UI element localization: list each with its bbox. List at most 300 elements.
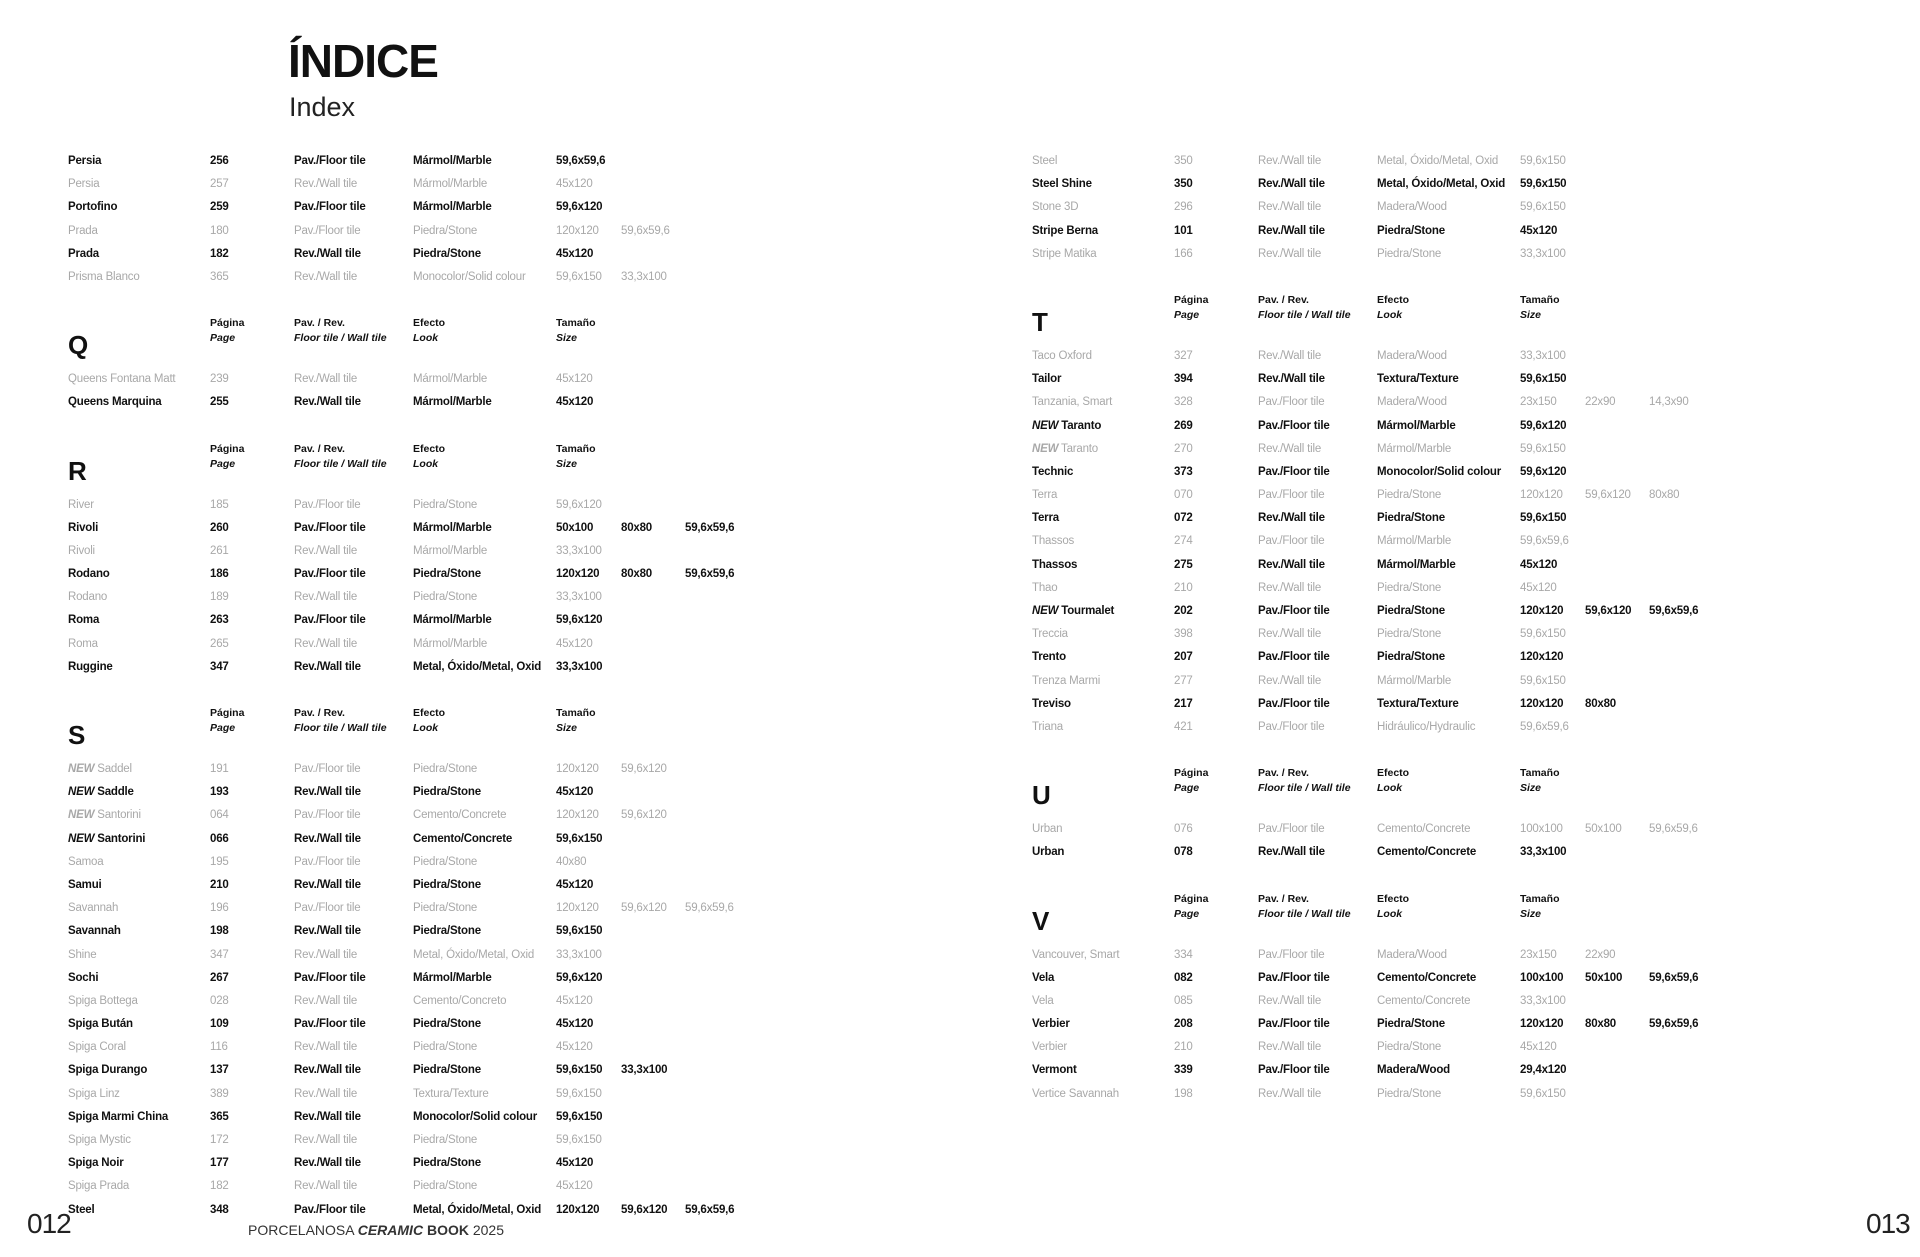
look-header-es: Efecto bbox=[1377, 892, 1410, 905]
look-header-en: Look bbox=[413, 457, 439, 470]
entry-name bbox=[1032, 818, 1062, 841]
size-header bbox=[556, 706, 595, 736]
entry-size: 59,6x150 bbox=[556, 832, 603, 845]
look-header-en: Look bbox=[1377, 782, 1403, 795]
size-header-en: Size bbox=[1520, 907, 1542, 920]
entry-size: 45x120 bbox=[556, 178, 593, 191]
entry-size: 59,6x150 bbox=[1520, 201, 1566, 214]
entry-name-text: Prisma Blanco bbox=[68, 270, 140, 283]
entry-size: 59,6x59,6 bbox=[1649, 605, 1699, 617]
index-entry bbox=[68, 173, 828, 196]
page-header-en: Page bbox=[1174, 308, 1200, 321]
entry-name-text: Samui bbox=[68, 878, 102, 891]
section-header-r bbox=[68, 438, 828, 494]
entry-size: 59,6x150 bbox=[556, 1064, 603, 1077]
look-header bbox=[413, 316, 445, 346]
entry-name-text: Steel Shine bbox=[1032, 178, 1092, 191]
entry-page: 373 bbox=[1174, 465, 1193, 478]
entry-size: 45x120 bbox=[556, 786, 594, 799]
entry-type: Rev./Wall tile bbox=[1258, 846, 1325, 859]
entry-type: Pav./Floor tile bbox=[294, 809, 361, 822]
entry-look: Piedra/Stone bbox=[1377, 224, 1445, 237]
entry-page: 334 bbox=[1174, 948, 1193, 961]
entry-page: 191 bbox=[210, 763, 229, 775]
entry-name-text: Vermont bbox=[1032, 1064, 1077, 1077]
entry-type: Pav./Floor tile bbox=[294, 1018, 366, 1031]
entry-size: 45x120 bbox=[1520, 224, 1558, 237]
entry-size: 59,6x59,6 bbox=[685, 902, 734, 915]
entry-size: 59,6x120 bbox=[621, 1203, 668, 1216]
entry-type: Rev./Wall tile bbox=[294, 637, 358, 650]
index-entry bbox=[68, 1059, 828, 1082]
entry-look: Hidráulico/Hydraulic bbox=[1377, 720, 1476, 733]
entry-page: 078 bbox=[1174, 846, 1193, 859]
entry-name-text: Persia bbox=[68, 155, 102, 167]
entry-size: 80x80 bbox=[621, 521, 652, 534]
entry-page: 327 bbox=[1174, 349, 1193, 362]
type-header-es: Pav. / Rev. bbox=[1258, 892, 1309, 905]
entry-name bbox=[68, 150, 101, 173]
index-entry bbox=[1032, 1083, 1792, 1106]
entry-name bbox=[68, 540, 95, 563]
entry-size: 33,3x100 bbox=[1520, 349, 1566, 362]
entry-name bbox=[1032, 507, 1059, 530]
entry-size: 23x150 bbox=[1520, 396, 1557, 409]
entry-name-text: Rivoli bbox=[68, 544, 95, 557]
entry-name bbox=[68, 1129, 131, 1152]
entry-page: 365 bbox=[210, 1110, 229, 1123]
entry-name-text: Saddle bbox=[97, 786, 134, 799]
page-header-es: Página bbox=[210, 317, 245, 330]
entry-size: 59,6x150 bbox=[1520, 674, 1566, 687]
entry-size: 33,3x100 bbox=[621, 1064, 668, 1077]
index-entry bbox=[68, 656, 828, 679]
index-entry bbox=[1032, 944, 1792, 967]
entry-look: Mármol/Marble bbox=[413, 971, 492, 984]
entry-look: Piedra/Stone bbox=[1377, 512, 1445, 525]
entry-size: 59,6x120 bbox=[1520, 465, 1567, 478]
entry-page: 195 bbox=[210, 855, 229, 868]
entry-look: Madera/Wood bbox=[1377, 349, 1447, 362]
entry-type: Pav./Floor tile bbox=[1258, 948, 1325, 961]
entry-size: 80x80 bbox=[621, 568, 652, 581]
entry-name-text: Technic bbox=[1032, 465, 1074, 478]
entry-look: Mármol/Marble bbox=[413, 521, 492, 534]
entry-type: Rev./Wall tile bbox=[1258, 155, 1322, 167]
size-header-en: Size bbox=[556, 722, 578, 734]
entry-name bbox=[1032, 196, 1078, 219]
entry-name-text: Rodano bbox=[68, 591, 108, 604]
entry-page: 116 bbox=[210, 1041, 228, 1054]
index-entry bbox=[68, 1013, 828, 1036]
entry-name bbox=[68, 920, 121, 943]
entry-name bbox=[1032, 484, 1057, 507]
section-header-q bbox=[68, 312, 828, 368]
entry-name-text: Saddel bbox=[97, 763, 132, 775]
size-header bbox=[556, 316, 595, 346]
entry-name bbox=[68, 633, 98, 656]
index-entry bbox=[1032, 600, 1792, 623]
look-header-es: Efecto bbox=[413, 317, 446, 330]
entry-look: Piedra/Stone bbox=[1377, 605, 1445, 617]
entry-size: 120x120 bbox=[556, 809, 599, 822]
entry-look: Piedra/Stone bbox=[1377, 628, 1442, 641]
index-entry bbox=[1032, 507, 1792, 530]
entry-page: 259 bbox=[210, 201, 229, 214]
entry-name-text: Spiga Durango bbox=[68, 1064, 148, 1077]
entry-look: Cemento/Concrete bbox=[1377, 823, 1471, 836]
entry-page: 137 bbox=[210, 1064, 229, 1077]
entry-size: 59,6x150 bbox=[556, 1087, 602, 1100]
section-letter: R bbox=[68, 455, 87, 486]
type-header bbox=[294, 442, 387, 472]
page-header-en: Page bbox=[210, 457, 236, 470]
type-header-en: Floor tile / Wall tile bbox=[1258, 782, 1351, 795]
index-entry bbox=[68, 1036, 828, 1059]
entry-name bbox=[68, 196, 117, 219]
entry-name bbox=[68, 1199, 95, 1222]
entry-name bbox=[68, 874, 102, 897]
page-header-en: Page bbox=[210, 722, 236, 734]
entry-type: Pav./Floor tile bbox=[294, 902, 361, 915]
entry-name-text: Roma bbox=[68, 614, 100, 627]
entry-size: 120x120 bbox=[556, 568, 600, 581]
entry-name-text: Taranto bbox=[1061, 442, 1098, 455]
entry-name bbox=[68, 967, 98, 990]
entry-name-text: Queens Marquina bbox=[68, 396, 162, 409]
entry-type: Rev./Wall tile bbox=[294, 994, 358, 1007]
entry-name-text: Savannah bbox=[68, 902, 119, 915]
entry-look: Piedra/Stone bbox=[413, 925, 481, 938]
entry-look: Metal, Óxido/Metal, Oxid bbox=[413, 948, 535, 961]
entry-name-text: Urban bbox=[1032, 846, 1065, 859]
entry-type: Pav./Floor tile bbox=[1258, 396, 1325, 409]
entry-type: Rev./Wall tile bbox=[294, 878, 361, 891]
entry-name bbox=[1032, 391, 1112, 414]
entry-type: Pav./Floor tile bbox=[1258, 1018, 1330, 1031]
page-header-en: Page bbox=[1174, 907, 1200, 920]
entry-size: 59,6x150 bbox=[1520, 512, 1567, 525]
entry-name bbox=[1032, 438, 1098, 461]
section-header-v bbox=[1032, 888, 1792, 944]
entry-name bbox=[1032, 577, 1057, 600]
new-badge: NEW bbox=[68, 832, 95, 845]
entry-size: 59,6x120 bbox=[556, 201, 603, 214]
entry-name-text: Queens Fontana Matt bbox=[68, 373, 176, 386]
section-header-s bbox=[68, 702, 828, 758]
entry-page: 207 bbox=[1174, 651, 1193, 664]
entry-size: 59,6x120 bbox=[556, 614, 603, 627]
entry-name-text: Prada bbox=[68, 247, 99, 260]
type-header-en: Floor tile / Wall tile bbox=[294, 722, 387, 734]
entry-page: 257 bbox=[210, 178, 229, 191]
entry-name bbox=[68, 781, 134, 804]
entry-size: 23x150 bbox=[1520, 948, 1557, 961]
entry-size: 59,6x59,6 bbox=[1520, 535, 1569, 548]
entry-look: Mármol/Marble bbox=[1377, 674, 1452, 687]
index-entry bbox=[1032, 967, 1792, 990]
entry-name bbox=[68, 220, 98, 243]
index-entry bbox=[68, 874, 828, 897]
entry-size: 59,6x59,6 bbox=[685, 1203, 735, 1216]
entry-size: 59,6x150 bbox=[1520, 373, 1567, 386]
entry-name-text: Santorini bbox=[97, 809, 141, 822]
entry-size: 59,6x150 bbox=[1520, 155, 1566, 167]
entry-look: Piedra/Stone bbox=[413, 247, 481, 260]
entry-size: 50x100 bbox=[1585, 823, 1622, 836]
entry-name bbox=[1032, 1013, 1070, 1036]
entry-size: 59,6x150 bbox=[1520, 1087, 1566, 1100]
entry-size: 33,3x100 bbox=[1520, 994, 1566, 1007]
entry-name-text: Vela bbox=[1032, 971, 1055, 984]
entry-size: 45x120 bbox=[556, 637, 593, 650]
entry-look: Mármol/Marble bbox=[1377, 535, 1452, 548]
type-header bbox=[1258, 892, 1351, 922]
entry-size: 59,6x59,6 bbox=[1649, 971, 1699, 984]
entry-type: Rev./Wall tile bbox=[294, 1087, 358, 1100]
entry-type: Rev./Wall tile bbox=[294, 270, 358, 283]
entry-page: 072 bbox=[1174, 512, 1193, 525]
entry-size: 33,3x100 bbox=[556, 544, 602, 557]
entry-size: 14,3x90 bbox=[1649, 396, 1689, 409]
index-entry bbox=[68, 758, 828, 781]
entry-page: 347 bbox=[210, 660, 229, 673]
index-entry bbox=[1032, 438, 1792, 461]
entry-look: Mármol/Marble bbox=[413, 544, 488, 557]
entry-name-text: Trenza Marmi bbox=[1032, 674, 1101, 687]
entry-type: Pav./Floor tile bbox=[1258, 823, 1325, 836]
entry-page: 260 bbox=[210, 521, 229, 534]
entry-type: Rev./Wall tile bbox=[1258, 512, 1325, 525]
entry-name-text: Stone 3D bbox=[1032, 201, 1079, 214]
entry-size: 45x120 bbox=[556, 1018, 594, 1031]
entry-look: Piedra/Stone bbox=[413, 498, 478, 511]
section-letter: U bbox=[1032, 780, 1051, 811]
size-header-es: Tamaño bbox=[1520, 767, 1560, 780]
entry-name-text: Urban bbox=[1032, 823, 1063, 836]
entry-look: Mármol/Marble bbox=[1377, 419, 1456, 432]
size-header-es: Tamaño bbox=[1520, 892, 1560, 905]
entry-size: 59,6x59,6 bbox=[1520, 720, 1569, 733]
entry-type: Rev./Wall tile bbox=[294, 786, 361, 799]
entry-page: 239 bbox=[210, 373, 229, 386]
entry-type: Rev./Wall tile bbox=[294, 591, 358, 604]
entry-size: 120x120 bbox=[556, 224, 599, 237]
index-entry bbox=[1032, 243, 1792, 266]
index-entry bbox=[1032, 841, 1792, 864]
entry-look: Cemento/Concrete bbox=[1377, 994, 1471, 1007]
entry-name-text: Terra bbox=[1032, 512, 1059, 525]
index-entry bbox=[1032, 196, 1792, 219]
index-entry bbox=[1032, 577, 1792, 600]
entry-type: Rev./Wall tile bbox=[1258, 994, 1322, 1007]
entry-size: 33,3x100 bbox=[556, 660, 603, 673]
look-header bbox=[1377, 892, 1409, 922]
entry-type: Pav./Floor tile bbox=[294, 1203, 366, 1216]
entry-size: 120x120 bbox=[1520, 605, 1564, 617]
index-entry bbox=[68, 781, 828, 804]
type-header bbox=[294, 706, 387, 736]
entry-name bbox=[68, 494, 94, 517]
entry-name bbox=[68, 1036, 126, 1059]
entry-type: Rev./Wall tile bbox=[1258, 349, 1322, 362]
entry-size: 45x120 bbox=[556, 396, 594, 409]
index-entry bbox=[68, 220, 828, 243]
entry-size: 45x120 bbox=[1520, 1041, 1557, 1054]
index-entry bbox=[68, 1129, 828, 1152]
entry-name-text: Thassos bbox=[1032, 558, 1078, 571]
entry-type: Rev./Wall tile bbox=[1258, 558, 1325, 571]
entry-look: Mármol/Marble bbox=[413, 637, 488, 650]
entry-name-text: Spiga Coral bbox=[68, 1041, 126, 1054]
entry-name-text: Spiga Linz bbox=[68, 1087, 120, 1100]
look-header bbox=[413, 706, 445, 736]
entry-page: 182 bbox=[210, 1180, 229, 1193]
entry-name bbox=[68, 391, 162, 414]
size-header bbox=[1520, 766, 1559, 796]
entry-name bbox=[1032, 1083, 1119, 1106]
type-header-es: Pav. / Rev. bbox=[294, 442, 345, 455]
index-entry bbox=[1032, 345, 1792, 368]
entry-look: Textura/Texture bbox=[1377, 697, 1459, 710]
entry-look: Metal, Óxido/Metal, Oxid bbox=[1377, 178, 1506, 191]
entry-type: Pav./Floor tile bbox=[1258, 465, 1330, 478]
index-entry bbox=[68, 391, 828, 414]
entry-size: 120x120 bbox=[1520, 489, 1563, 502]
entry-name-text: Tanzania, Smart bbox=[1032, 396, 1113, 409]
entry-name bbox=[68, 656, 113, 679]
index-entry bbox=[1032, 554, 1792, 577]
footer-brand bbox=[248, 1222, 504, 1238]
page-header bbox=[210, 442, 244, 472]
entry-type: Pav./Floor tile bbox=[294, 155, 366, 167]
entry-name bbox=[1032, 693, 1071, 716]
look-header bbox=[1377, 293, 1409, 323]
index-entry bbox=[68, 920, 828, 943]
entry-look: Mármol/Marble bbox=[1377, 558, 1456, 571]
entry-name bbox=[68, 990, 138, 1013]
entry-look: Cemento/Concreto bbox=[413, 994, 507, 1007]
entry-page: 186 bbox=[210, 568, 229, 581]
page-header-es: Página bbox=[1174, 293, 1209, 306]
entry-page: 217 bbox=[1174, 697, 1193, 710]
type-header-en: Floor tile / Wall tile bbox=[294, 332, 387, 345]
entry-name bbox=[1032, 345, 1092, 368]
entry-name bbox=[68, 851, 103, 874]
page-header-en: Page bbox=[1174, 782, 1200, 795]
entry-name-text: Vertice Savannah bbox=[1032, 1087, 1119, 1100]
entry-name bbox=[1032, 243, 1097, 266]
entry-name-text: Prada bbox=[68, 224, 98, 237]
entry-size: 120x120 bbox=[1520, 651, 1564, 664]
entry-page: 210 bbox=[1174, 581, 1193, 594]
entry-name bbox=[68, 517, 98, 540]
new-badge: NEW bbox=[68, 809, 95, 822]
index-entry bbox=[68, 1083, 828, 1106]
entry-type: Pav./Floor tile bbox=[1258, 697, 1330, 710]
entry-name bbox=[68, 368, 175, 391]
entry-look: Mármol/Marble bbox=[413, 614, 492, 627]
index-entry bbox=[68, 828, 828, 851]
size-header-en: Size bbox=[556, 332, 578, 345]
entry-name-text: Vancouver, Smart bbox=[1032, 948, 1120, 961]
entry-name bbox=[68, 1013, 133, 1036]
size-header bbox=[1520, 293, 1559, 323]
entry-size: 59,6x120 bbox=[621, 902, 667, 915]
entry-type: Rev./Wall tile bbox=[294, 1110, 361, 1123]
entry-type: Rev./Wall tile bbox=[294, 1064, 361, 1077]
entry-look: Mármol/Marble bbox=[1377, 442, 1452, 455]
entry-page: 394 bbox=[1174, 373, 1193, 386]
entry-look: Monocolor/Solid colour bbox=[1377, 465, 1502, 478]
entry-look: Piedra/Stone bbox=[1377, 489, 1442, 502]
entry-name bbox=[68, 1083, 120, 1106]
section-letter: Q bbox=[68, 330, 89, 361]
entry-type: Pav./Floor tile bbox=[294, 971, 366, 984]
page-header-en: Page bbox=[210, 332, 236, 345]
entry-name-text: Vela bbox=[1032, 994, 1054, 1007]
entry-type: Rev./Wall tile bbox=[294, 373, 358, 386]
entry-name bbox=[1032, 1059, 1077, 1082]
index-entry bbox=[1032, 530, 1792, 553]
type-header-en: Floor tile / Wall tile bbox=[1258, 308, 1351, 321]
index-entry bbox=[68, 196, 828, 219]
entry-name-text: Spiga Bután bbox=[68, 1018, 133, 1031]
entry-page: 255 bbox=[210, 396, 229, 409]
entry-size: 80x80 bbox=[1585, 697, 1616, 710]
entry-page: 296 bbox=[1174, 201, 1193, 214]
entry-name-text: Spiga Marmi China bbox=[68, 1110, 169, 1123]
entry-name bbox=[68, 1175, 129, 1198]
entry-name bbox=[1032, 1036, 1067, 1059]
index-entry bbox=[68, 897, 828, 920]
entry-type: Rev./Wall tile bbox=[1258, 373, 1325, 386]
entry-type: Pav./Floor tile bbox=[294, 855, 361, 868]
entry-page: 064 bbox=[210, 809, 229, 822]
entry-size: 59,6x150 bbox=[1520, 178, 1567, 191]
index-entry bbox=[1032, 461, 1792, 484]
entry-name bbox=[68, 173, 99, 196]
size-header bbox=[1520, 892, 1559, 922]
section-letter: T bbox=[1032, 306, 1048, 337]
section-letter: V bbox=[1032, 905, 1050, 936]
entry-type: Pav./Floor tile bbox=[294, 614, 366, 627]
entry-page: 085 bbox=[1174, 994, 1193, 1007]
entry-name-text: Steel bbox=[68, 1203, 95, 1216]
entry-look: Mármol/Marble bbox=[413, 396, 492, 409]
entry-look: Mármol/Marble bbox=[413, 373, 488, 386]
index-entry bbox=[68, 586, 828, 609]
entry-page: 070 bbox=[1174, 489, 1193, 502]
index-entry bbox=[1032, 623, 1792, 646]
entry-look: Cemento/Concrete bbox=[1377, 846, 1477, 859]
entry-page: 328 bbox=[1174, 396, 1193, 409]
entry-type: Rev./Wall tile bbox=[294, 1157, 361, 1170]
index-entry bbox=[68, 540, 828, 563]
entry-type: Rev./Wall tile bbox=[294, 1041, 358, 1054]
entry-size: 120x120 bbox=[556, 1203, 600, 1216]
entry-type: Pav./Floor tile bbox=[1258, 419, 1330, 432]
entry-type: Rev./Wall tile bbox=[294, 247, 361, 260]
entry-size: 59,6x120 bbox=[1520, 419, 1567, 432]
index-entry bbox=[1032, 693, 1792, 716]
type-header-es: Pav. / Rev. bbox=[1258, 293, 1309, 306]
index-column-left bbox=[68, 150, 828, 1222]
entry-page: 210 bbox=[1174, 1041, 1193, 1054]
entry-look: Piedra/Stone bbox=[1377, 247, 1442, 260]
entry-size: 45x120 bbox=[556, 373, 593, 386]
entry-look: Madera/Wood bbox=[1377, 948, 1447, 961]
